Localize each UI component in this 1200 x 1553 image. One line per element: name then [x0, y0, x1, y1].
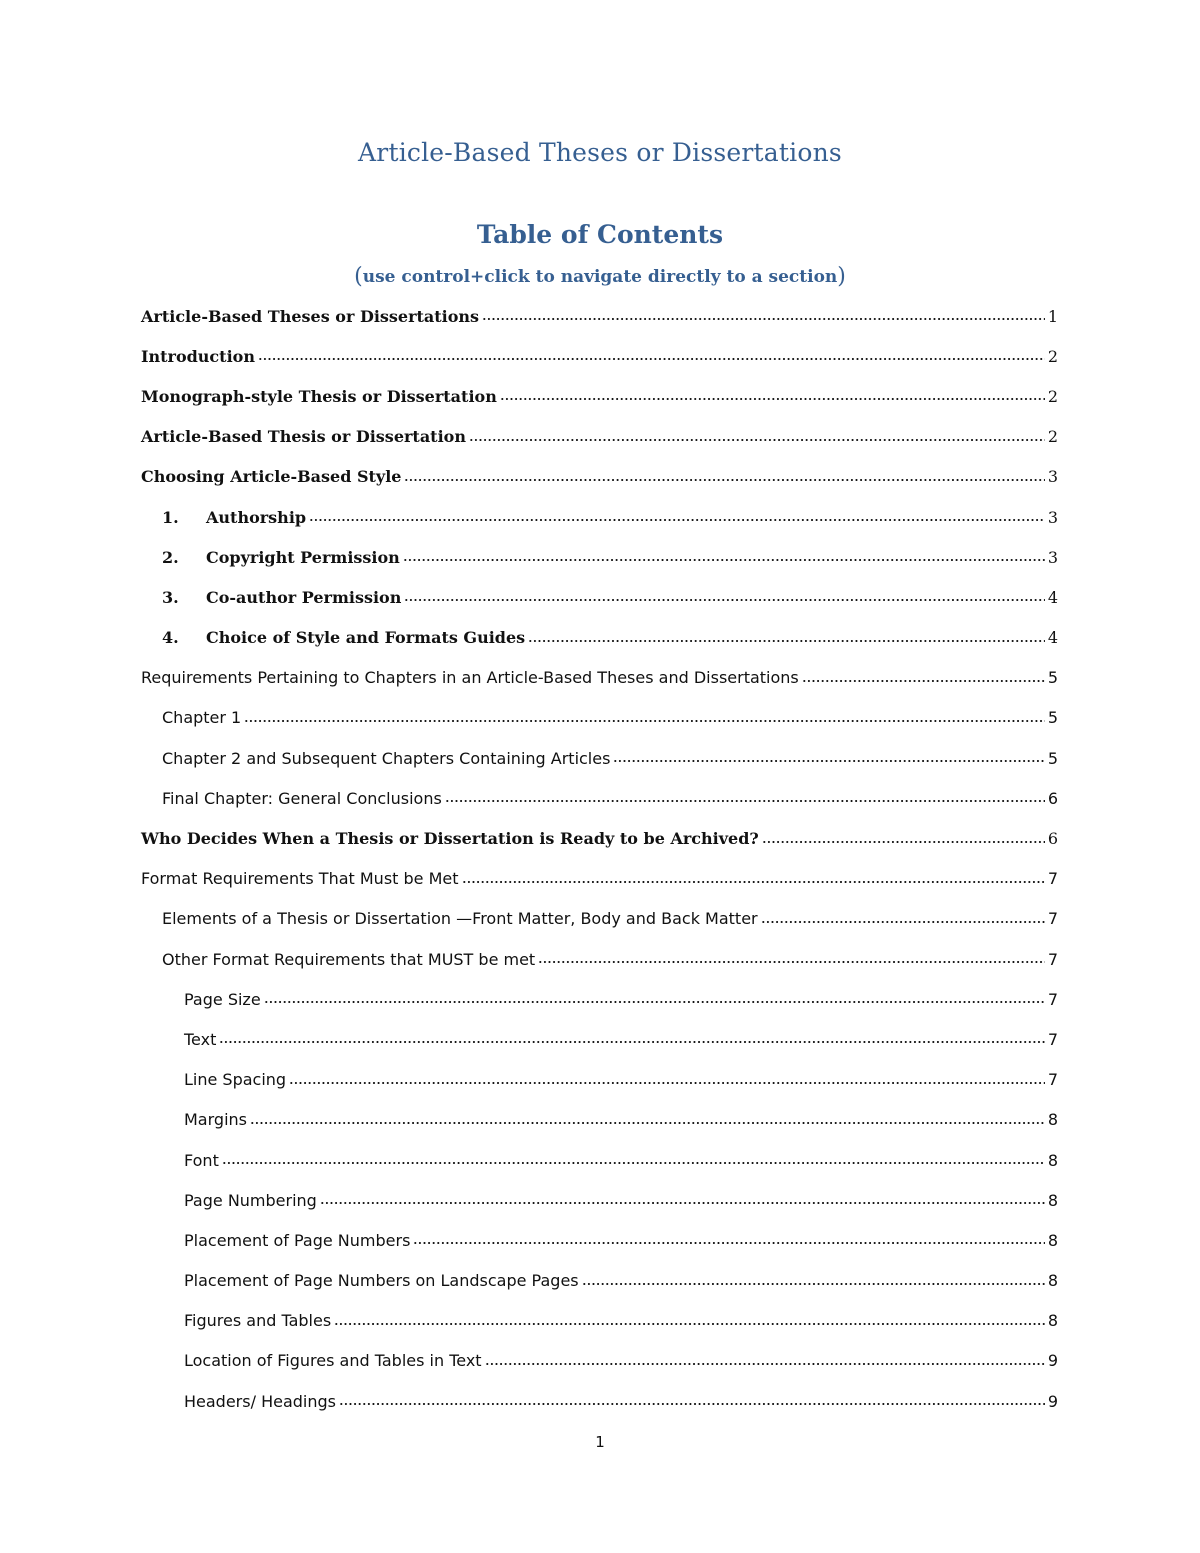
toc-entry-label: Placement of Page Numbers	[184, 1230, 411, 1250]
toc-entry-label: Choice of Style and Formats Guides	[206, 628, 526, 648]
toc-entry-page-numbering[interactable]	[141, 1180, 1058, 1220]
toc-entry-label: Chapter 1	[162, 708, 242, 728]
toc-entry-page: 2	[1047, 427, 1058, 447]
toc-entry-coauthor-permission[interactable]	[141, 577, 1058, 617]
toc-entry-page: 8	[1047, 1190, 1058, 1210]
toc-entry-page: 4	[1047, 587, 1058, 607]
toc-entry-label: Format Requirements That Must be Met	[141, 869, 459, 889]
toc-leader-dots	[244, 716, 1045, 726]
toc-entry-page: 8	[1047, 1110, 1058, 1130]
toc-entry-elements-of-thesis[interactable]	[141, 899, 1058, 939]
toc-entry-number: 4.	[162, 628, 179, 648]
toc-entry-label: Placement of Page Numbers on Landscape Pages	[184, 1271, 579, 1291]
toc-leader-dots	[289, 1078, 1045, 1088]
toc-entry-page: 7	[1047, 989, 1058, 1009]
toc-leader-dots	[462, 877, 1045, 887]
toc-entry-label: Line Spacing	[184, 1070, 287, 1090]
toc-entry-page: 8	[1047, 1230, 1058, 1250]
toc-entry-number: 2.	[162, 547, 179, 567]
toc-entry-page: 8	[1047, 1150, 1058, 1170]
page-number-footer: 1	[595, 1433, 605, 1451]
toc-entry-copyright-permission[interactable]	[141, 537, 1058, 577]
toc-entry-label: Article-Based Thesis or Dissertation	[141, 427, 466, 447]
toc-leader-dots	[613, 756, 1044, 766]
toc-entry-label: Monograph-style Thesis or Dissertation	[141, 386, 497, 406]
toc-entry-article-based-thesis[interactable]	[141, 417, 1058, 457]
toc-entry-page: 5	[1047, 748, 1058, 768]
toc-leader-dots	[445, 796, 1045, 806]
toc-entry-label: Choosing Article-Based Style	[141, 467, 402, 487]
toc-entry-page: 5	[1047, 708, 1058, 728]
toc-entry-label: Chapter 2 and Subsequent Chapters Containing Articles	[162, 748, 611, 768]
toc-leader-dots	[404, 595, 1044, 605]
toc-entry-page: 3	[1047, 547, 1058, 567]
toc-entry-label: Headers/ Headings	[184, 1391, 336, 1411]
toc-subtitle-open-paren: (	[354, 264, 363, 289]
toc-entry-line-spacing[interactable]	[141, 1060, 1058, 1100]
toc-entry-placement-landscape[interactable]	[141, 1261, 1058, 1301]
toc-entry-placement-page-numbers[interactable]	[141, 1220, 1058, 1260]
toc-entry-style-formats-guides[interactable]	[141, 618, 1058, 658]
toc-leader-dots	[761, 917, 1045, 927]
toc-entry-page: 9	[1047, 1351, 1058, 1371]
toc-entry-page-size[interactable]	[141, 979, 1058, 1019]
toc-entry-label: Elements of a Thesis or Dissertation —Front Matter, Body and Back Matter	[162, 909, 758, 929]
toc-entry-article-based-theses[interactable]	[141, 296, 1058, 336]
toc-leader-dots	[219, 1037, 1044, 1047]
toc-entry-introduction[interactable]	[141, 336, 1058, 376]
toc-leader-dots	[258, 354, 1045, 364]
toc-entry-label: Font	[184, 1150, 219, 1170]
toc-entry-who-decides[interactable]	[141, 818, 1058, 858]
toc-entry-format-requirements[interactable]	[141, 859, 1058, 899]
toc-entry-label: Co-author Permission	[206, 587, 402, 607]
toc-entry-label: Page Size	[184, 989, 261, 1009]
toc-entry-page: 8	[1047, 1271, 1058, 1291]
toc-entry-location-figures[interactable]	[141, 1341, 1058, 1381]
toc-entry-page: 9	[1047, 1391, 1058, 1411]
toc-leader-dots	[485, 1359, 1045, 1369]
toc-entry-page: 7	[1047, 949, 1058, 969]
toc-leader-dots	[403, 555, 1045, 565]
toc-entry-page: 7	[1047, 1029, 1058, 1049]
toc-entry-label: Copyright Permission	[206, 547, 400, 567]
toc-leader-dots	[222, 1158, 1045, 1168]
toc-leader-dots	[413, 1238, 1044, 1248]
toc-entry-label: Final Chapter: General Conclusions	[162, 788, 442, 808]
toc-entry-monograph-style[interactable]	[141, 376, 1058, 416]
toc-entry-page: 7	[1047, 909, 1058, 929]
toc-entry-label: Location of Figures and Tables in Text	[184, 1351, 482, 1371]
toc-entry-label: Text	[184, 1029, 217, 1049]
toc-entry-chapter-1[interactable]	[141, 698, 1058, 738]
toc-leader-dots	[320, 1198, 1045, 1208]
toc-entry-choosing-style[interactable]	[141, 457, 1058, 497]
toc-entry-label: Introduction	[141, 346, 255, 366]
toc-entry-figures-tables[interactable]	[141, 1301, 1058, 1341]
toc-leader-dots	[264, 997, 1045, 1007]
toc-entry-page: 7	[1047, 869, 1058, 889]
toc-leader-dots	[500, 394, 1045, 404]
toc-entry-label: Who Decides When a Thesis or Dissertation is Ready to be Archived?	[141, 829, 759, 849]
toc-leader-dots	[538, 957, 1045, 967]
toc-leader-dots	[404, 475, 1044, 485]
toc-entry-label: Other Format Requirements that MUST be met	[162, 949, 536, 969]
toc-entry-page: 8	[1047, 1311, 1058, 1331]
toc-entry-label: Requirements Pertaining to Chapters in an Article-Based Theses and Dissertations	[141, 668, 799, 688]
toc-entry-page: 5	[1047, 668, 1058, 688]
toc-entry-font[interactable]	[141, 1140, 1058, 1180]
table-of-contents	[141, 296, 1058, 1421]
toc-subtitle-text: use control+click to navigate directly to a section	[362, 267, 838, 287]
toc-entry-label: Margins	[184, 1110, 247, 1130]
toc-entry-label: Page Numbering	[184, 1190, 317, 1210]
toc-leader-dots	[250, 1118, 1045, 1128]
toc-entry-authorship[interactable]	[141, 497, 1058, 537]
toc-entry-page: 2	[1047, 346, 1058, 366]
toc-leader-dots	[339, 1399, 1045, 1409]
toc-entry-margins[interactable]	[141, 1100, 1058, 1140]
toc-entry-final-chapter[interactable]	[141, 778, 1058, 818]
toc-entry-chapter-requirements[interactable]	[141, 658, 1058, 698]
toc-entry-label: Article-Based Theses or Dissertations	[141, 306, 480, 326]
toc-subtitle	[0, 263, 1200, 288]
toc-entry-label: Figures and Tables	[184, 1311, 332, 1331]
toc-entry-headers-headings[interactable]	[141, 1381, 1058, 1421]
toc-entry-page: 6	[1047, 829, 1058, 849]
document-title: Article-Based Theses or Dissertations	[358, 138, 842, 167]
toc-entry-page: 6	[1047, 788, 1058, 808]
toc-entry-number: 3.	[162, 587, 179, 607]
toc-entry-other-format-requirements[interactable]	[141, 939, 1058, 979]
toc-subtitle-close-paren: )	[837, 264, 846, 289]
toc-entry-page: 1	[1047, 306, 1058, 326]
toc-leader-dots	[309, 515, 1045, 525]
toc-entry-page: 3	[1047, 507, 1058, 527]
toc-leader-dots	[582, 1279, 1045, 1289]
toc-leader-dots	[469, 435, 1045, 445]
toc-entry-page: 2	[1047, 386, 1058, 406]
toc-leader-dots	[482, 314, 1045, 324]
toc-entry-page: 7	[1047, 1070, 1058, 1090]
toc-leader-dots	[528, 636, 1045, 646]
toc-entry-text[interactable]	[141, 1019, 1058, 1059]
toc-entry-chapter-2-subsequent[interactable]	[141, 738, 1058, 778]
toc-entry-label: Authorship	[206, 507, 307, 527]
toc-leader-dots	[762, 837, 1045, 847]
toc-entry-number: 1.	[162, 507, 179, 527]
toc-entry-page: 4	[1047, 628, 1058, 648]
toc-entry-page: 3	[1047, 467, 1058, 487]
toc-leader-dots	[334, 1319, 1045, 1329]
toc-leader-dots	[802, 676, 1045, 686]
toc-heading: Table of Contents	[476, 220, 724, 249]
